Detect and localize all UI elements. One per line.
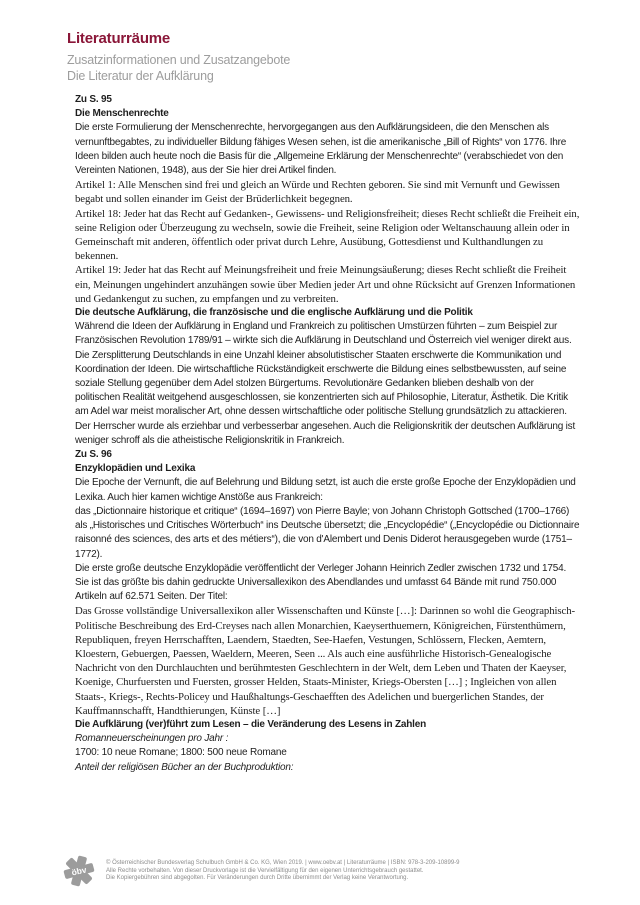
section-heading-politik: Die deutsche Aufklärung, die französische und die englische Aufklärung und die Politik — [75, 307, 473, 319]
page-title: Literaturräume — [67, 30, 171, 47]
page-footer — [60, 854, 459, 890]
paragraph-artikel-19: Artikel 19: Jeder hat das Recht auf Meinungsfreiheit und freie Meinungsäußerung; dieses Recht schließt die Freiheit ein, Meinungen ungehindert anzuhängen sowie über Medien jeder Art und ohne Rücksicht auf Grenzen Informationen und Gedankengut zu suchen, zu empfangen und zu verbreiten. — [75, 264, 576, 305]
section-heading-enzyklopaedien: Enzyklopädien und Lexika — [75, 463, 196, 475]
footer-copyright-block — [106, 860, 459, 883]
stat-label-religioese-buecher: Anteil der religiösen Bücher an der Buchproduktion: — [75, 761, 294, 773]
page-subtitle-chapter: Die Literatur der Aufklärung — [67, 69, 214, 83]
oebv-logo-icon — [60, 854, 98, 890]
quote-zedler-titel: Das Grosse vollständige Universallexikon aller Wissenschaften und Künste […]: Darinnen so wohl die Geographisch-Politische Beschreibung des Erd-Creyses nach allen Monarchien, Kaeyserthuemern, Königreichen, Fürstenthümern, Republiquen, freyen Herrschafften, Laendern, Staedten, See-Haefen, Vestungen, Schlössern, Flecken, Aemtern, Kloestern, Gebuergen, Paessen, Waeldern, Meeren, Seen ... Als auch eine ausführliche Historisch-Genealogische Nachricht von den Durchlauchten und berühmtesten Geschlechtern in der Welt, dem Leben und Thaten der Kaeyser, Koenige, Churfuersten und Fuersten, grosser Helden, Staats-Minister, Kriegs-Obersten […] ; Ingleichen von allen Staats-, Kriegs-, Rechts-Policey und Haußhaltungs-Geschaefften des Adelichen und buergerlichen Standes, der Kauffmannschafft, Handthierungen, Künste […] — [75, 605, 575, 717]
page-subtitle-block — [67, 52, 290, 84]
paragraph-enzyklopaedien-1: Die Epoche der Vernunft, die auf Belehrung und Bildung setzt, ist auch die erste große Epoche der Enzyklopädien und Lexika. Auch hier kamen wichtige Anstöße aus Frankreich: — [75, 477, 576, 503]
stat-value-romane: 1700: 10 neue Romane; 1800: 500 neue Romane — [75, 747, 287, 759]
paragraph-artikel-18: Artikel 18: Jeder hat das Recht auf Gedanken-, Gewissens- und Religionsfreiheit; dieses Recht schließt die Freiheit ein, seine Religion oder Überzeugung zu wechseln, sowie die Freiheit, seine Religion oder Weltanschauung allein oder in Gemeinschaft mit anderen, öffentlich oder privat durch Lehre, Ausübung, Gottesdienst und Kulthandlungen zu bekennen. — [75, 207, 580, 263]
paragraph-artikel-1: Artikel 1: Alle Menschen sind frei und gleich an Würde und Rechten geboren. Sie sind mit Vernunft und Gewissen begabt und sollen einander im Geist der Brüderlichkeit begegnen. — [75, 179, 560, 206]
stat-label-romanneuerscheinungen: Romanneuerscheinungen pro Jahr : — [75, 733, 229, 745]
section-ref-s95: Zu S. 95 — [75, 94, 112, 105]
footer-copyright-line-2: Alle Rechte vorbehalten. Von dieser Druckvorlage ist die Vervielfältigung für den eigenen Unterrichtsgebrauch gestattet. — [106, 867, 424, 874]
paragraph-enzyklopaedien-3: Die erste große deutsche Enzyklopädie veröffentlicht der Verleger Johann Heinrich Zedler zwischen 1732 und 1754. Sie ist das größte bis dahin gedruckte Universallexikon des Abendlandes und umfasst 64 Bände mit rund 750.000 Artikeln auf 62.571 Seiten. Der Titel: — [75, 562, 567, 603]
footer-copyright-line-3: Die Kopiergebühren sind abgegolten. Für Veränderungen durch Dritte übernimmt der Verlag keine Verantwortung. — [106, 875, 409, 882]
oebv-logo-label: öbv — [70, 864, 88, 878]
footer-copyright-line-1: © Österreichischer Bundesverlag Schulbuch GmbH & Co. KG, Wien 2019. | www.oebv.at | Literaturräume | ISBN: 978-3-209-10899-9 — [106, 860, 460, 866]
section-heading-menschenrechte: Die Menschenrechte — [75, 108, 169, 120]
paragraph-politik: Während die Ideen der Aufklärung in England und Frankreich zu politischen Umstürzen führten – zum Beispiel zur Französischen Revolution 1789/91 – wirkte sich die Aufklärung in Deutschland und Österreich viel weniger direkt aus. Die Zersplitterung Deutschlands in eine Unzahl kleiner absolutistischer Staaten erschwerte die Kommunikation und Koordination der Ideen. Die wirtschaftliche Rückständigkeit erschwerte die Bildung eines selbstbewussten, auf seine soziale Stellung gegenüber dem Adel stolzen Bürgertums. Revolutionäre Gedanken blieben deshalb von der politischen Realität weitgehend ausgeschlossen, sie konzentrierten sich auf Philosophie, Literatur, Ästhetik. Die Kritik am Adel war meist moralischer Art, ohne dessen wirtschaftliche oder politische Stellung grundsätzlich zu attackieren. Der Herrscher wurde als erziehbar und verbesserbar angesehen. Auch die Religionskritik der deutschen Aufklärung ist weniger schroff als die atheistische Religionskritik in Frankreich. — [75, 321, 576, 446]
page-subtitle-series: Zusatzinformationen und Zusatzangebote — [67, 53, 291, 67]
section-ref-s96: Zu S. 96 — [75, 449, 112, 461]
document-header — [67, 30, 290, 84]
paragraph-menschenrechte-intro: Die erste Formulierung der Menschenrechte, hervorgegangen aus den Aufklärungsideen, die den Menschen als vernunftbegabtes, zu individueller Bildung fähiges Wesen sehen, ist die amerikanische „Bill of Rights“ von 1776. Ihre Ideen bilden auch heute noch die Basis für die „Allgemeine Erklärung der Menschenrechte“ (verabschiedet von den Vereinten Nationen, 1948), aus der Sie hier drei Artikel finden. — [75, 122, 567, 177]
paragraph-enzyklopaedien-2: das „Dictionnaire historique et critique“ (1694–1697) von Pierre Bayle; von Johann Christoph Gottsched (1700–1766) als „Historisches und Critisches Wörterbuch“ ins Deutsche übersetzt; die „Encyclopédie“ („Encyclopédie ou Dictionnaire raisonné des sciences, des arts et des métiers“), die von d'Alembert und Denis Diderot herausgegeben wurde (1751–1772). — [75, 505, 580, 560]
document-body — [75, 93, 580, 775]
section-heading-lesen: Die Aufklärung (ver)führt zum Lesen – die Veränderung des Lesens in Zahlen — [75, 718, 427, 730]
oebv-logo — [60, 854, 98, 890]
